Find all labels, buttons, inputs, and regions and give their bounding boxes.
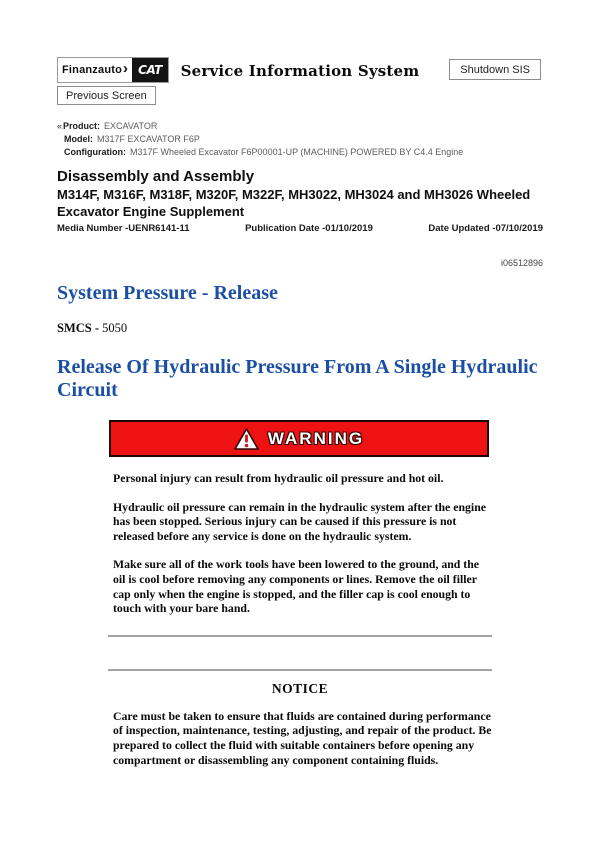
shutdown-sis-button[interactable]: Shutdown SIS [449,59,541,80]
warning-text-block [113,471,492,616]
product-value: EXCAVATOR [104,121,158,131]
product-row [57,120,543,133]
finanzauto-arrow-icon: › [123,60,129,77]
document-title-block [57,168,543,234]
smcs-label: SMCS - [57,321,100,335]
manual-section-title: Disassembly and Assembly [57,168,255,185]
notice-label: NOTICE [271,680,329,696]
header-bar [57,55,543,105]
warning-paragraph: Make sure all of the work tools have been lowered to the ground, and the oil is cool before removing any components or lines. Remove the oil filler cap only when the engine is stopped, and the filler cap is cool enough to touch with your bare hand. [113,557,480,616]
configuration-value: M317F Wheeled Excavator F6P00001-UP (MACHINE) POWERED BY C4.4 Engine [130,147,464,157]
smcs-line [57,321,543,336]
previous-screen-button[interactable]: Previous Screen [57,86,156,105]
cat-logo: CAT [132,58,168,82]
model-value: M317F EXCAVATOR F6P [97,134,200,144]
warning-triangle-icon [234,428,259,450]
publication-date: Publication Date -01/10/2019 [245,223,373,234]
notice-top-border [108,669,492,671]
section-divider [108,635,492,637]
warning-banner [109,420,489,457]
back-marker-icon: « [57,121,63,131]
warning-paragraph: Hydraulic oil pressure can remain in the hydraulic system after the engine has been stopped. Serious injury can be caused if this pressure is not released before any service is done on the hydraulic system. [113,499,487,543]
product-info [57,120,543,159]
warning-paragraph: Personal injury can result from hydraulic oil pressure and hot oil. [113,471,444,485]
notice-text-block [113,709,492,767]
product-label: Product: [63,121,101,131]
app-title: Service Information System [180,62,420,80]
warning-label: WARNING [267,428,365,448]
page-title: System Pressure - Release [57,282,278,304]
model-label: Model: [64,134,93,144]
date-updated: Date Updated -07/10/2019 [428,223,543,234]
manual-subtitle: M314F, M316F, M318F, M320F, M322F, MH3022, MH3024 and MH3026 Wheeled Excavator Engine Supplement [57,187,531,219]
notice-paragraph: Care must be taken to ensure that fluids are contained during performance of inspection, maintenance, testing, adjusting, and repair of the product. Be prepared to collect the fluid with suitable containers before opening any compartment or disassembling any component containing fluids. [113,708,492,767]
configuration-label: Configuration: [64,147,126,157]
model-row [57,133,543,146]
configuration-row [57,146,543,159]
media-number: Media Number -UENR6141-11 [57,223,190,234]
smcs-code: 5050 [102,321,128,335]
document-id: i06512896 [500,258,543,268]
document-meta-row [57,223,543,234]
section-heading: Release Of Hydraulic Pressure From A Single Hydraulic Circuit [57,356,538,401]
finanzauto-logo-text: Finanzauto [61,64,123,76]
